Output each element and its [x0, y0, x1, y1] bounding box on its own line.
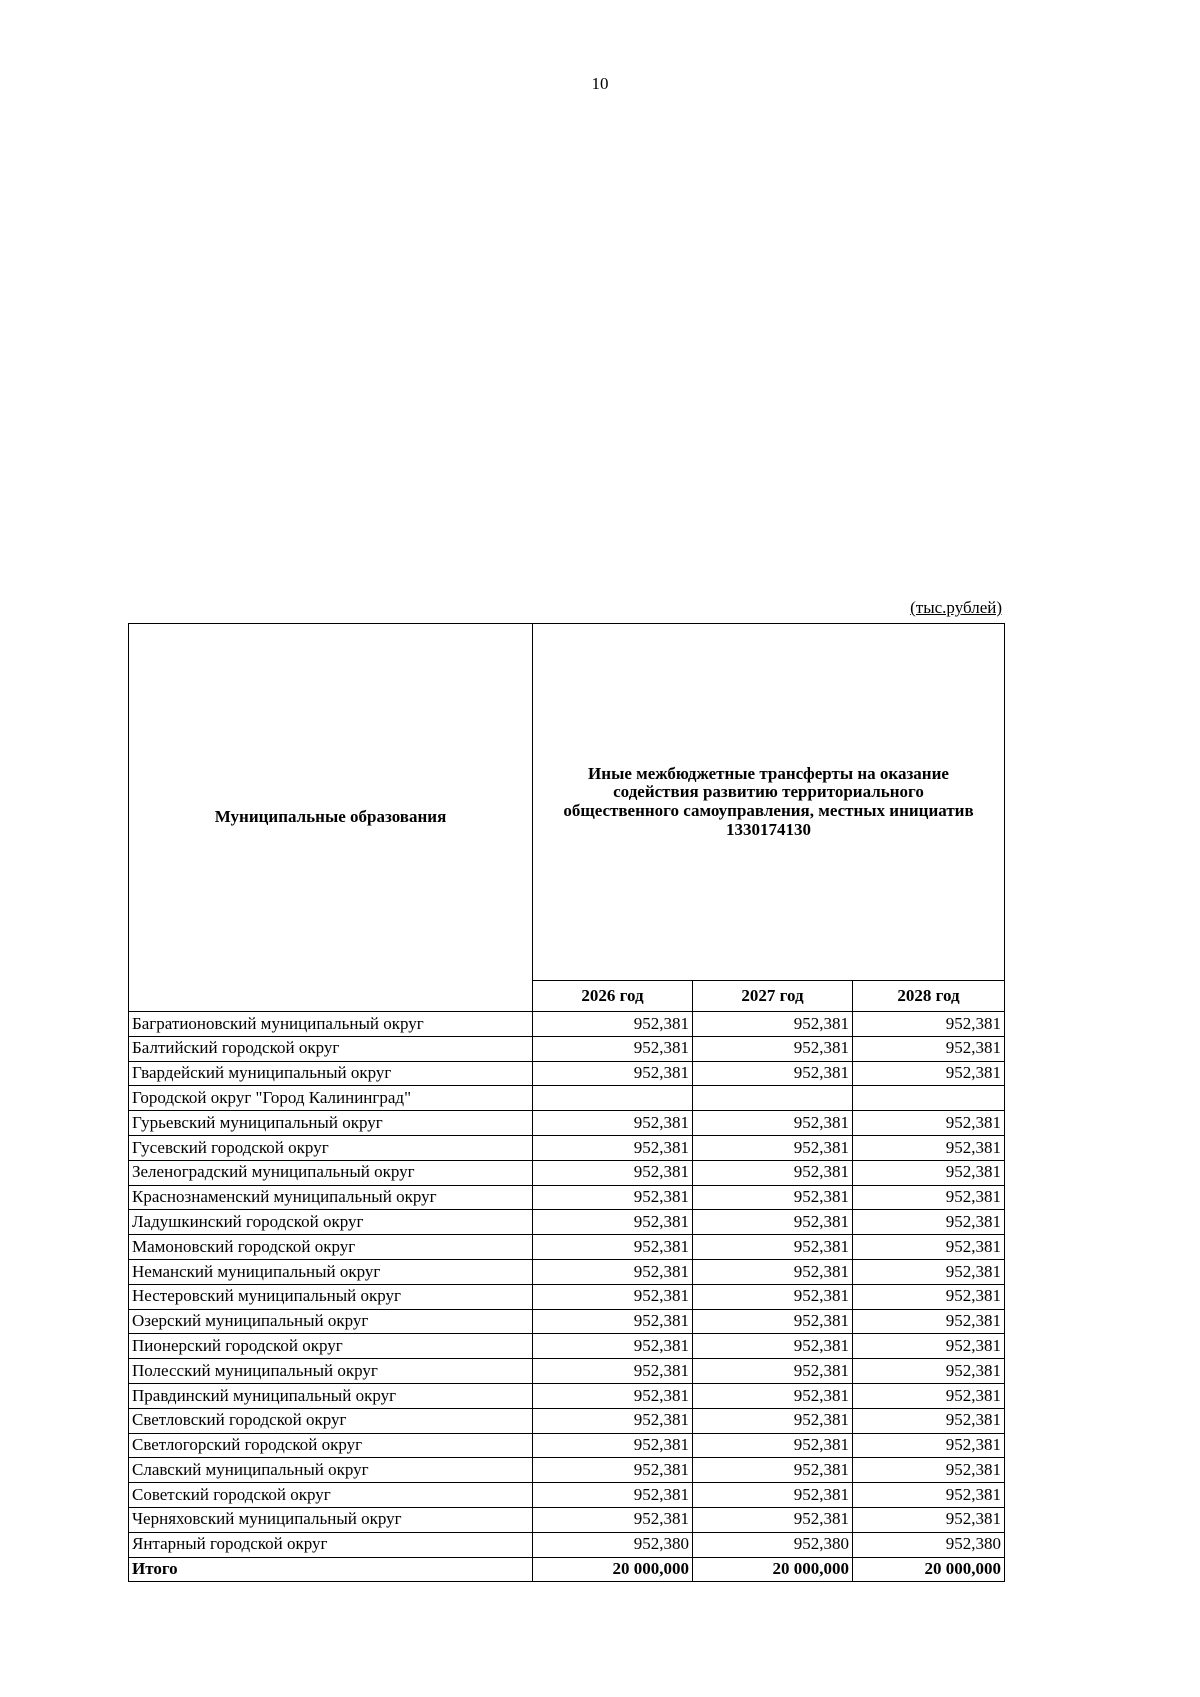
- value-2026: 952,381: [533, 1408, 693, 1433]
- municipality-name: Озерский муниципальный округ: [129, 1309, 533, 1334]
- value-2026: 952,381: [533, 1210, 693, 1235]
- municipality-name: Славский муниципальный округ: [129, 1458, 533, 1483]
- units-label: (тыс.рублей): [910, 598, 1002, 617]
- value-2028: 952,381: [853, 1309, 1005, 1334]
- value-2028: 952,381: [853, 1507, 1005, 1532]
- value-2027: 952,381: [693, 1061, 853, 1086]
- value-2026: 952,381: [533, 1235, 693, 1260]
- municipality-name: Черняховский муниципальный округ: [129, 1507, 533, 1532]
- municipality-name: Неманский муниципальный округ: [129, 1259, 533, 1284]
- value-2027: 952,381: [693, 1036, 853, 1061]
- value-2026: 952,381: [533, 1507, 693, 1532]
- budget-table: [128, 623, 1005, 1582]
- table-row: [129, 1061, 1005, 1086]
- table-row: [129, 1532, 1005, 1557]
- value-2026: 952,381: [533, 1483, 693, 1508]
- value-2026: 952,381: [533, 1458, 693, 1483]
- table-row: [129, 1012, 1005, 1037]
- table-row: [129, 1483, 1005, 1508]
- value-2028: 952,381: [853, 1383, 1005, 1408]
- value-2028: 952,381: [853, 1458, 1005, 1483]
- year-2028: 2028 год: [853, 981, 1005, 1012]
- year-2026: 2026 год: [533, 981, 693, 1012]
- municipality-name: Мамоновский городской округ: [129, 1235, 533, 1260]
- value-2027: 952,381: [693, 1185, 853, 1210]
- municipality-name: Балтийский городской округ: [129, 1036, 533, 1061]
- municipality-name: Янтарный городской округ: [129, 1532, 533, 1557]
- value-2027: 952,381: [693, 1507, 853, 1532]
- value-2027: 952,381: [693, 1359, 853, 1384]
- table-row: [129, 1086, 1005, 1111]
- value-2026: 952,381: [533, 1160, 693, 1185]
- value-2028: 952,381: [853, 1111, 1005, 1136]
- table-row: [129, 1135, 1005, 1160]
- table-row: [129, 1383, 1005, 1408]
- value-2026: 952,381: [533, 1433, 693, 1458]
- value-2027: 952,381: [693, 1309, 853, 1334]
- value-2028: 952,381: [853, 1359, 1005, 1384]
- table-row: [129, 1185, 1005, 1210]
- municipality-name: Пионерский городской округ: [129, 1334, 533, 1359]
- header-municipalities: Муниципальные образования: [129, 624, 533, 1012]
- value-2026: 952,381: [533, 1185, 693, 1210]
- table-row: [129, 1259, 1005, 1284]
- value-2026: 952,381: [533, 1111, 693, 1136]
- value-2026: 952,381: [533, 1061, 693, 1086]
- table-row: [129, 1284, 1005, 1309]
- table-row: [129, 1458, 1005, 1483]
- value-2027: 952,381: [693, 1259, 853, 1284]
- table-body: [129, 1012, 1005, 1582]
- value-2028: 952,381: [853, 1012, 1005, 1037]
- value-2027: 952,381: [693, 1433, 853, 1458]
- header-line: содействия развитию территориального: [613, 782, 924, 802]
- municipality-name: Гурьевский муниципальный округ: [129, 1111, 533, 1136]
- table-row: [129, 1235, 1005, 1260]
- municipality-name: Нестеровский муниципальный округ: [129, 1284, 533, 1309]
- value-2027: 952,381: [693, 1383, 853, 1408]
- value-2028: 952,381: [853, 1284, 1005, 1309]
- table-row: [129, 1408, 1005, 1433]
- value-2026: 952,381: [533, 1036, 693, 1061]
- municipality-name: Гусевский городской округ: [129, 1135, 533, 1160]
- value-2026: 952,381: [533, 1012, 693, 1037]
- value-2028: 952,381: [853, 1160, 1005, 1185]
- value-2028: 952,381: [853, 1433, 1005, 1458]
- municipality-name: Светлогорский городской округ: [129, 1433, 533, 1458]
- table-row: [129, 1334, 1005, 1359]
- value-2028: 952,381: [853, 1061, 1005, 1086]
- value-2028: [853, 1086, 1005, 1111]
- table-row: [129, 1359, 1005, 1384]
- value-2028: 952,381: [853, 1135, 1005, 1160]
- total-2026: 20 000,000: [533, 1557, 693, 1582]
- table-row: [129, 1507, 1005, 1532]
- value-2028: 952,381: [853, 1210, 1005, 1235]
- header-transfers: [533, 624, 1005, 981]
- value-2027: 952,381: [693, 1135, 853, 1160]
- value-2027: 952,381: [693, 1483, 853, 1508]
- value-2026: 952,381: [533, 1135, 693, 1160]
- header-line: общественного самоуправления, местных инициатив: [563, 801, 974, 820]
- municipality-name: Гвардейский муниципальный округ: [129, 1061, 533, 1086]
- municipality-name: Багратионовский муниципальный округ: [129, 1012, 533, 1037]
- value-2028: 952,381: [853, 1334, 1005, 1359]
- value-2027: 952,381: [693, 1284, 853, 1309]
- table-row: [129, 1111, 1005, 1136]
- table-row: [129, 1433, 1005, 1458]
- value-2027: 952,381: [693, 1160, 853, 1185]
- value-2026: 952,380: [533, 1532, 693, 1557]
- municipality-name: Зеленоградский муниципальный округ: [129, 1160, 533, 1185]
- table-row: [129, 1309, 1005, 1334]
- value-2027: 952,381: [693, 1235, 853, 1260]
- value-2028: 952,381: [853, 1185, 1005, 1210]
- municipality-name: Ладушкинский городской округ: [129, 1210, 533, 1235]
- value-2027: 952,381: [693, 1334, 853, 1359]
- table-row: [129, 1210, 1005, 1235]
- value-2028: 952,380: [853, 1532, 1005, 1557]
- value-2028: 952,381: [853, 1235, 1005, 1260]
- value-2028: 952,381: [853, 1259, 1005, 1284]
- table-row: [129, 1160, 1005, 1185]
- municipality-name: Правдинский муниципальный округ: [129, 1383, 533, 1408]
- value-2027: 952,380: [693, 1532, 853, 1557]
- value-2028: 952,381: [853, 1483, 1005, 1508]
- value-2027: 952,381: [693, 1458, 853, 1483]
- total-row: [129, 1557, 1005, 1582]
- year-2027: 2027 год: [693, 981, 853, 1012]
- value-2027: 952,381: [693, 1408, 853, 1433]
- municipality-name: Краснознаменский муниципальный округ: [129, 1185, 533, 1210]
- value-2026: 952,381: [533, 1383, 693, 1408]
- header-code: 1330174130: [726, 819, 811, 839]
- value-2027: 952,381: [693, 1111, 853, 1136]
- total-label: Итого: [129, 1557, 533, 1582]
- value-2027: 952,381: [693, 1210, 853, 1235]
- value-2026: 952,381: [533, 1259, 693, 1284]
- value-2026: [533, 1086, 693, 1111]
- municipality-name: Советский городской округ: [129, 1483, 533, 1508]
- page-number: 10: [591, 74, 609, 93]
- header-line: Иные межбюджетные трансферты на оказание: [588, 763, 949, 783]
- value-2028: 952,381: [853, 1036, 1005, 1061]
- municipality-name: Светловский городской округ: [129, 1408, 533, 1433]
- municipality-name: Городской округ "Город Калининград": [129, 1086, 533, 1111]
- header-row: [129, 624, 1005, 981]
- value-2026: 952,381: [533, 1359, 693, 1384]
- municipality-name: Полесский муниципальный округ: [129, 1359, 533, 1384]
- table-row: [129, 1036, 1005, 1061]
- value-2026: 952,381: [533, 1284, 693, 1309]
- value-2028: 952,381: [853, 1408, 1005, 1433]
- total-2027: 20 000,000: [693, 1557, 853, 1582]
- value-2027: 952,381: [693, 1012, 853, 1037]
- value-2026: 952,381: [533, 1309, 693, 1334]
- value-2027: [693, 1086, 853, 1111]
- value-2026: 952,381: [533, 1334, 693, 1359]
- total-2028: 20 000,000: [853, 1557, 1005, 1582]
